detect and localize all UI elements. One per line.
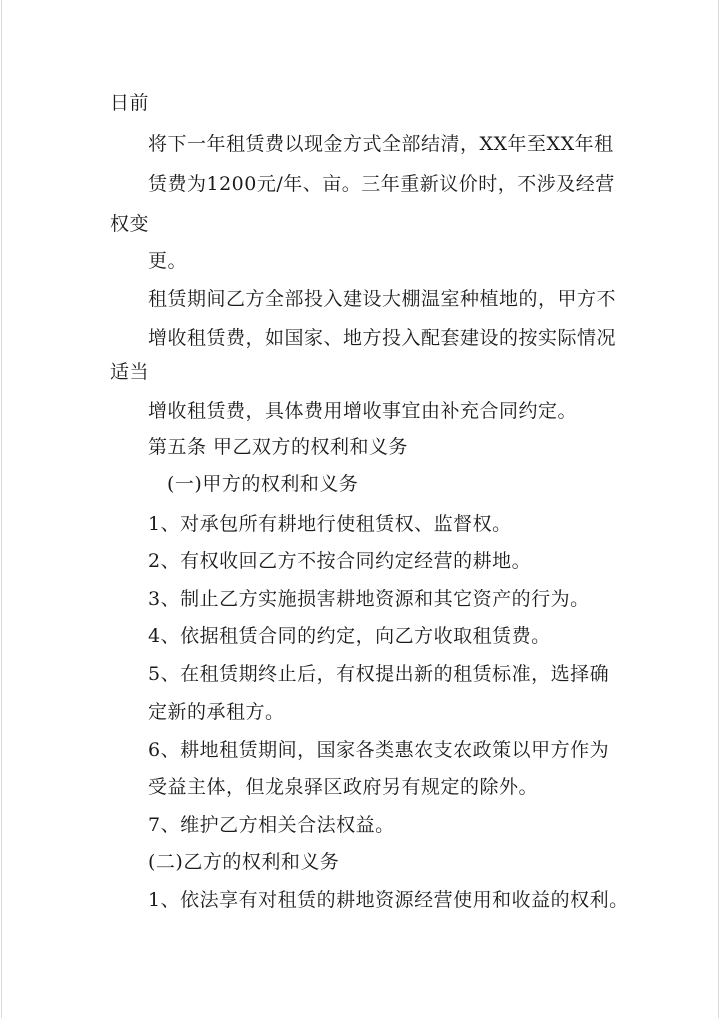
list-item-continuation: 受益主体，但龙泉驿区政府另有规定的除外。 bbox=[148, 776, 539, 798]
list-item: 5、在租赁期终止后，有权提出新的租赁标准，选择确 bbox=[148, 663, 610, 685]
list-item: 7、维护乙方相关合法权益。 bbox=[148, 814, 395, 836]
text-line: 权变 bbox=[110, 213, 150, 235]
list-item: 1、依法享有对租赁的耕地资源经营使用和收益的权利。 bbox=[148, 889, 629, 911]
text-line: 适当 bbox=[110, 361, 150, 383]
list-item: 1、对承包所有耕地行使租赁权、监督权。 bbox=[148, 513, 512, 535]
list-item-continuation: 定新的承租方。 bbox=[148, 701, 285, 723]
list-item: 2、有权收回乙方不按合同约定经营的耕地。 bbox=[148, 550, 532, 572]
text-line: 赁费为1200元/年、亩。三年重新议价时，不涉及经营 bbox=[148, 173, 615, 195]
text-line: 将下一年租赁费以现金方式全部结清，XX年至XX年租 bbox=[148, 133, 614, 155]
subsection-heading: (一)甲方的权利和义务 bbox=[167, 473, 359, 495]
list-item: 4、依据租赁合同的约定，向乙方收取租赁费。 bbox=[148, 625, 551, 647]
section-heading: 第五条 甲乙双方的权利和义务 bbox=[148, 436, 409, 458]
list-item: 3、制止乙方实施损害耕地资源和其它资产的行为。 bbox=[148, 588, 590, 610]
subsection-heading: (二)乙方的权利和义务 bbox=[148, 851, 340, 873]
text-line: 日前 bbox=[110, 92, 150, 114]
text-line: 更。 bbox=[148, 250, 188, 272]
text-line: 增收租赁费，具体费用增收事宜由补充合同约定。 bbox=[148, 400, 578, 422]
text-line: 租赁期间乙方全部投入建设大棚温室种植地的，甲方不 bbox=[148, 288, 617, 310]
list-item: 6、耕地租赁期间，国家各类惠农支农政策以甲方作为 bbox=[148, 739, 610, 761]
text-line: 增收租赁费，如国家、地方投入配套建设的按实际情况 bbox=[148, 327, 617, 349]
